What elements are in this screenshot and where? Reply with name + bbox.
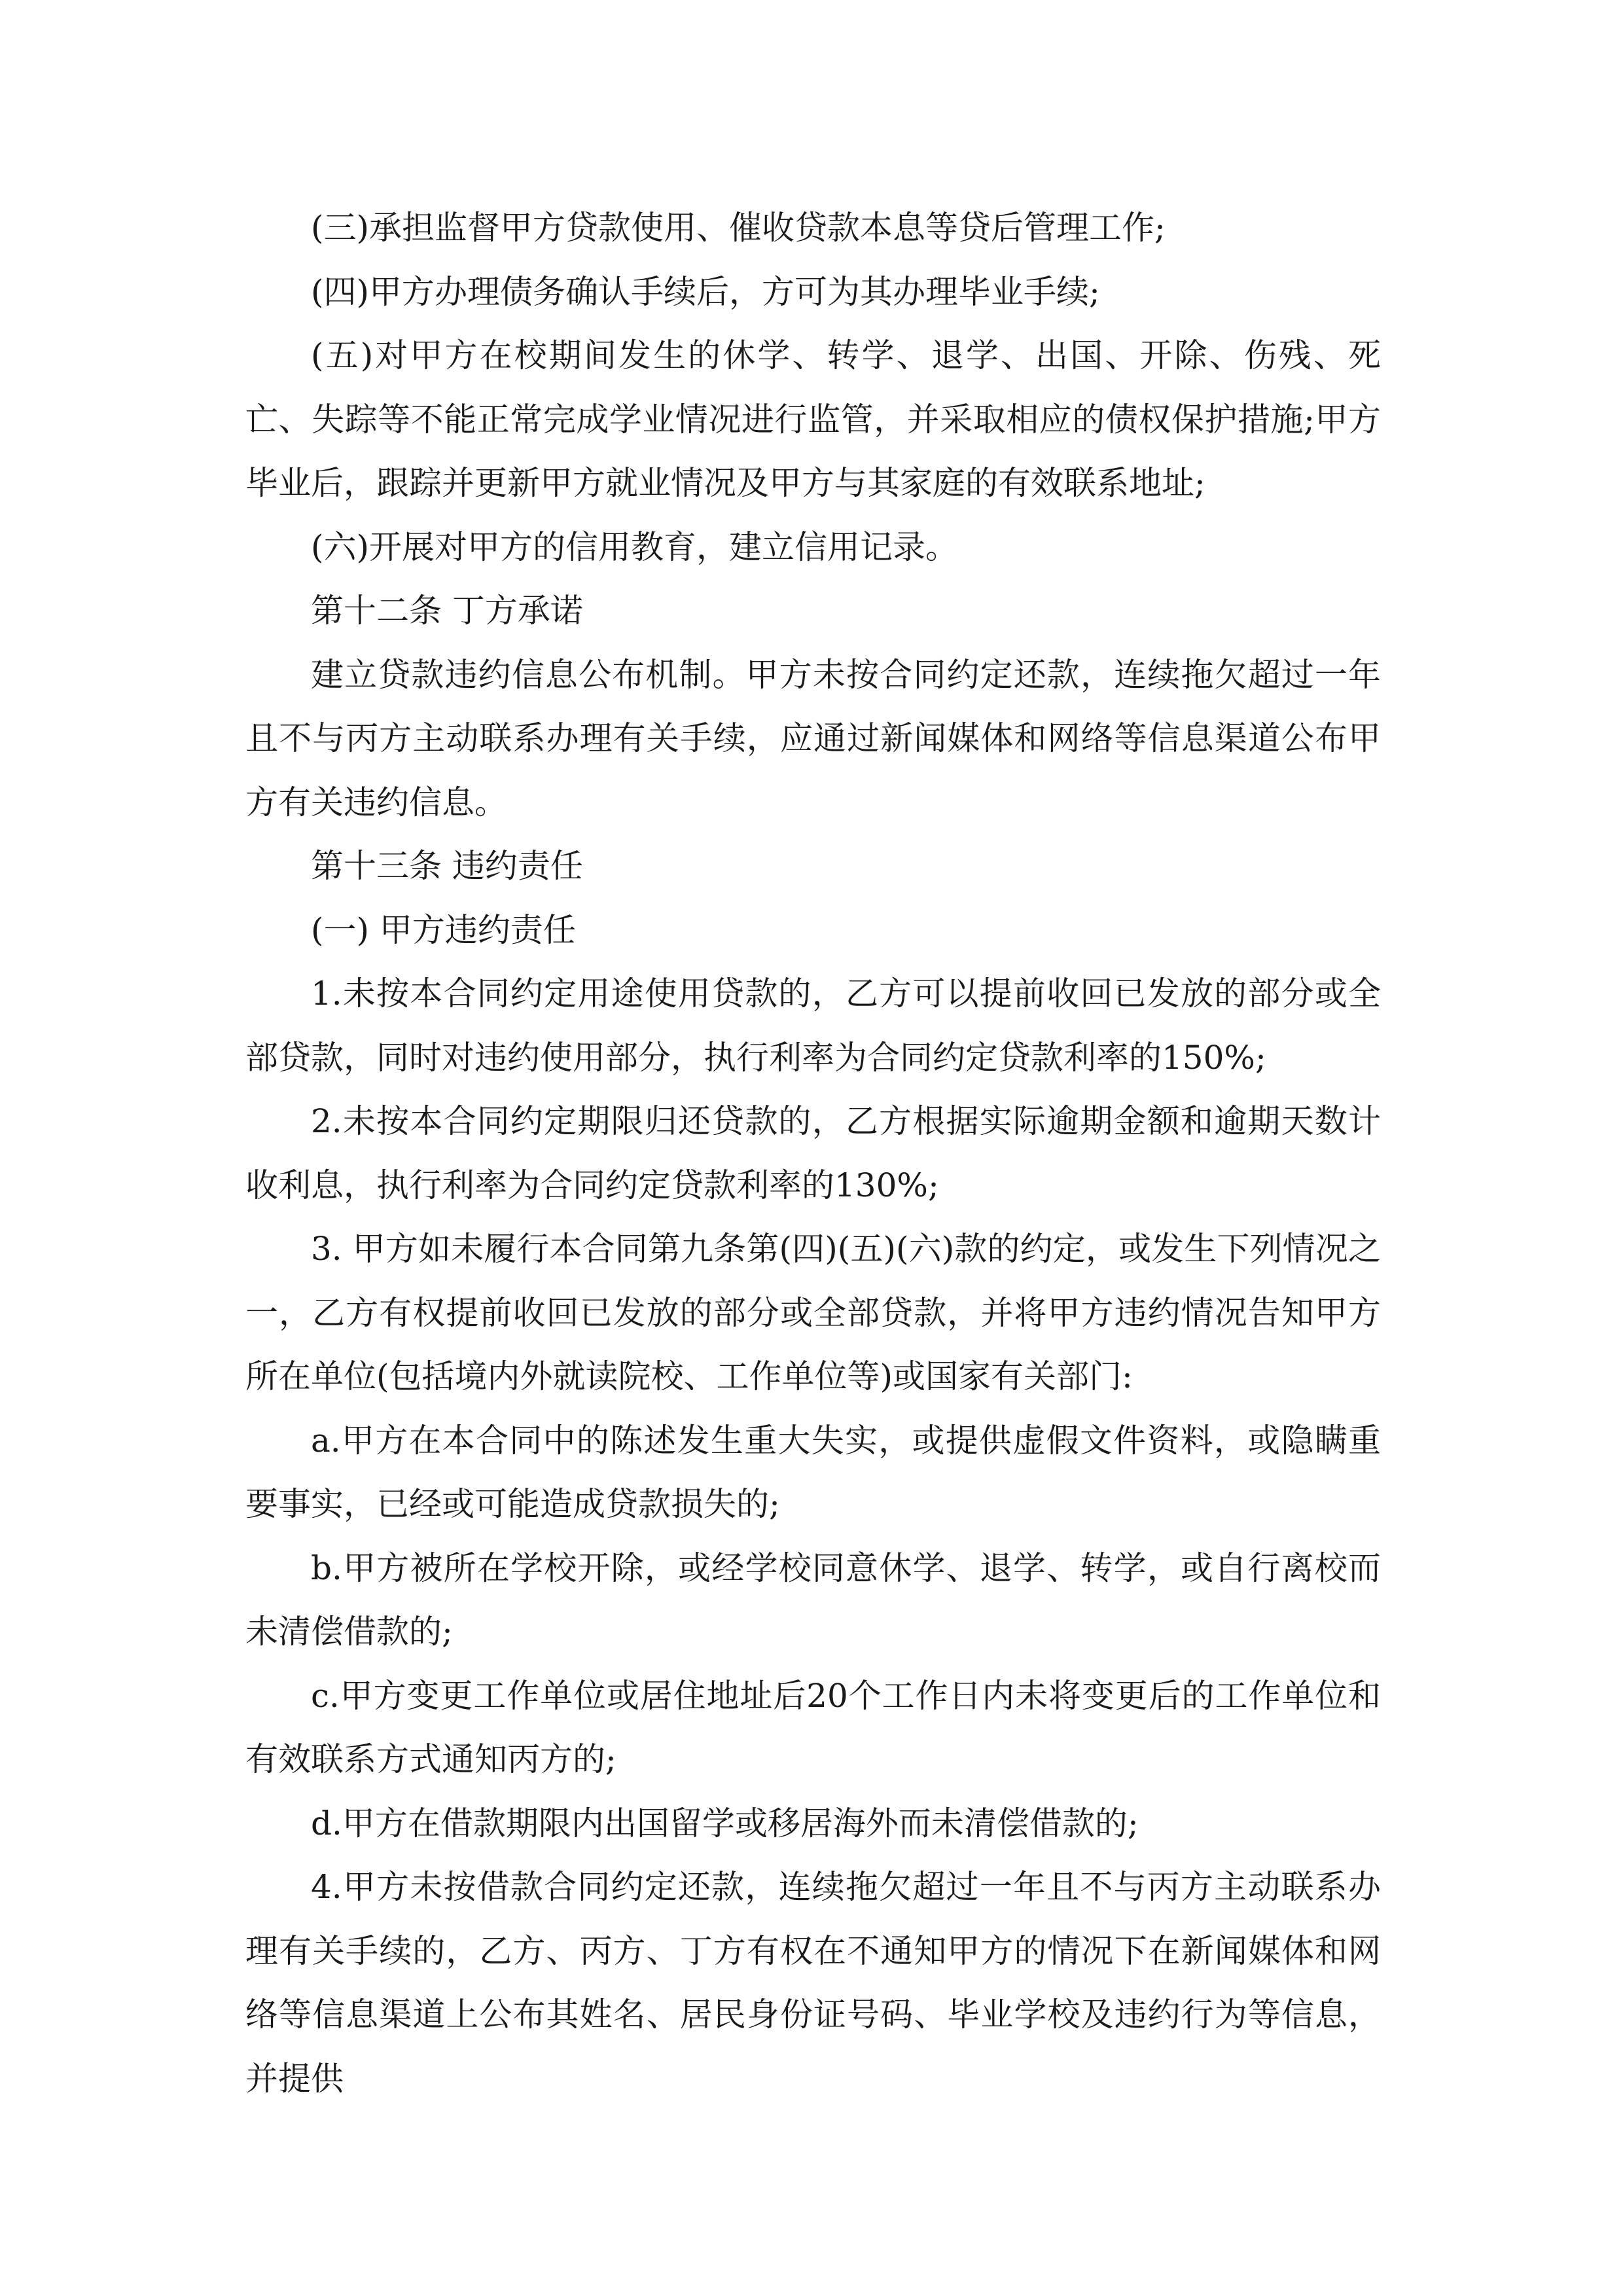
paragraph-clause-4: (四)甲方办理债务确认手续后，方可为其办理毕业手续; [311, 272, 1100, 311]
paragraph-clause-3: (三)承担监督甲方贷款使用、催收贷款本息等贷后管理工作; [311, 209, 1166, 247]
liability-subitem-c: c.甲方变更工作单位或居住地址后20个工作日内未将变更后的工作单位和有效联系方式通知丙方的; [245, 1676, 1381, 1778]
liability-item-1: 1.未按本合同约定用途使用贷款的，乙方可以提前收回已发放的部分或全部贷款，同时对违约使用部分，执行利率为合同约定贷款利率的150%; [245, 975, 1381, 1077]
liability-item-4: 4.甲方未按借款合同约定还款，连续拖欠超过一年且不与丙方主动联系办理有关手续的，乙方、丙方、丁方有权在不通知甲方的情况下在新闻媒体和网络等信息渠道上公布其姓名、居民身份证号码、毕业学校及违约行为等信息，并提供 [245, 1868, 1381, 2098]
article-12-body: 建立贷款违约信息公布机制。甲方未按合同约定还款，连续拖欠超过一年且不与丙方主动联系办理有关手续，应通过新闻媒体和网络等信息渠道公布甲方有关违约信息。 [245, 655, 1381, 821]
document-body [245, 196, 1381, 2111]
paragraph-clause-6: (六)开展对甲方的信用教育，建立信用记录。 [311, 528, 959, 566]
article-12-heading: 第十二条 丁方承诺 [311, 592, 583, 630]
liability-item-3: 3. 甲方如未履行本合同第九条第(四)(五)(六)款的约定，或发生下列情况之一，乙方有权提前收回已发放的部分或全部贷款，并将甲方违约情况告知甲方所在单位(包括境内外就读院校、工作单位等)或国家有关部门: [245, 1230, 1381, 1395]
section-party-a-liability: (一) 甲方违约责任 [311, 910, 576, 949]
liability-subitem-d: d.甲方在借款期限内出国留学或移居海外而未清偿借款的; [311, 1804, 1139, 1842]
liability-item-2: 2.未按本合同约定期限归还贷款的，乙方根据实际逾期金额和逾期天数计收利息，执行利率为合同约定贷款利率的130%; [245, 1102, 1381, 1204]
liability-subitem-b: b.甲方被所在学校开除，或经学校同意休学、退学、转学，或自行离校而未清偿借款的; [245, 1549, 1381, 1651]
paragraph-clause-5: (五)对甲方在校期间发生的休学、转学、退学、出国、开除、伤残、死亡、失踪等不能正常完成学业情况进行监管，并采取相应的债权保护措施;甲方毕业后，跟踪并更新甲方就业情况及甲方与其家庭的有效联系地址; [245, 336, 1381, 502]
article-13-heading: 第十三条 违约责任 [311, 847, 583, 885]
liability-subitem-a: a.甲方在本合同中的陈述发生重大失实，或提供虚假文件资料，或隐瞒重要事实，已经或可能造成贷款损失的; [245, 1421, 1381, 1523]
